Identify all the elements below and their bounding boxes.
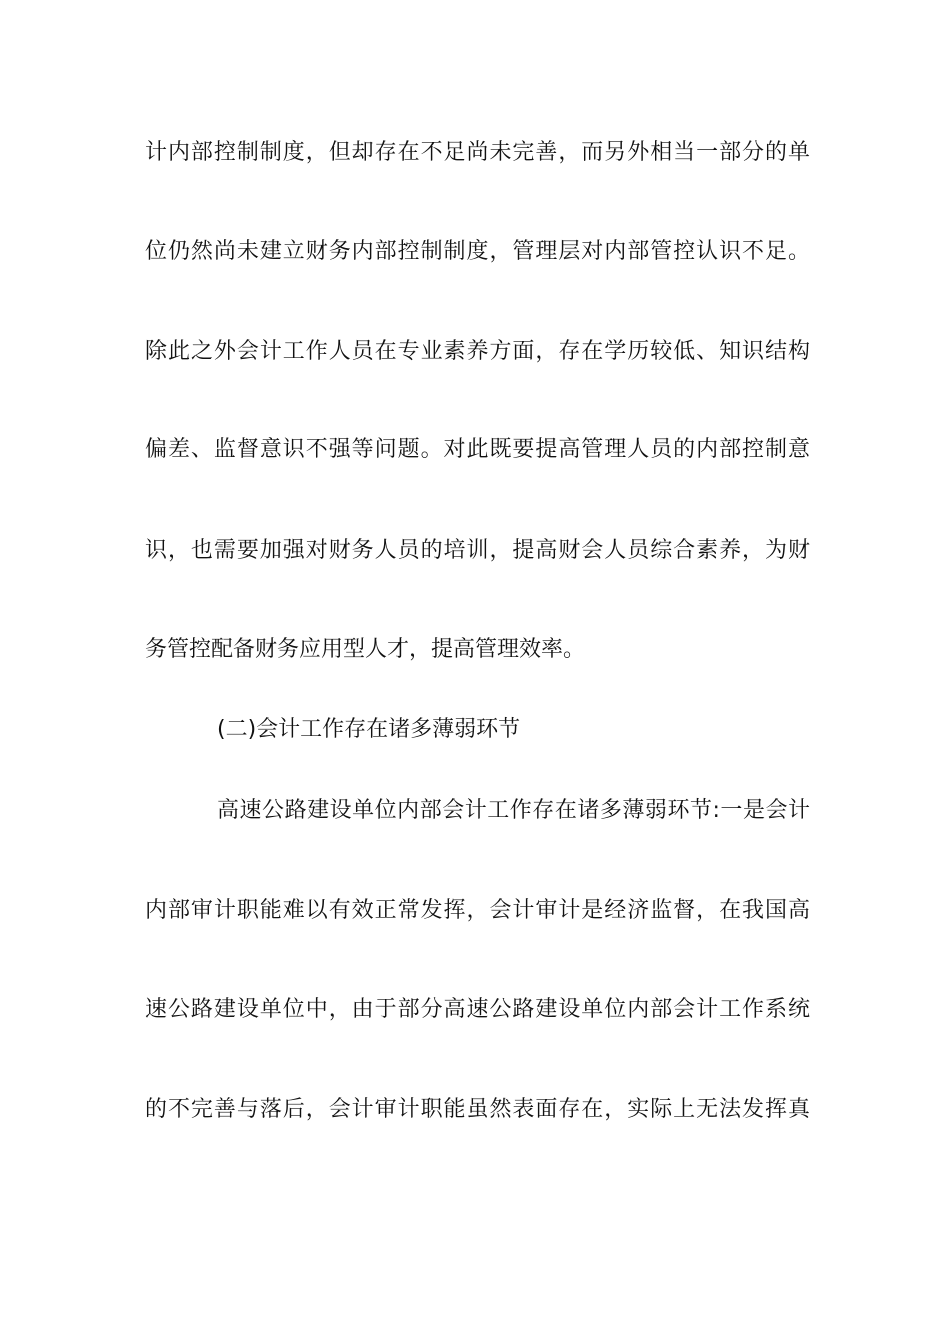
paragraph-line: 速公路建设单位中，由于部分高速公路建设单位内部会计工作系统 — [145, 997, 810, 1022]
paragraph-line: 除此之外会计工作人员在专业素养方面，存在学历较低、知识结构 — [145, 339, 810, 364]
paragraph-line: 位仍然尚未建立财务内部控制制度，管理层对内部管控认识不足。 — [145, 239, 810, 264]
paragraph-line: 内部审计职能难以有效正常发挥，会计审计是经济监督，在我国高 — [145, 898, 810, 923]
paragraph-line: 偏差、监督意识不强等问题。对此既要提高管理人员的内部控制意 — [145, 437, 810, 462]
paragraph-line: 的不完善与落后，会计审计职能虽然表面存在，实际上无法发挥真 — [145, 1097, 810, 1122]
paragraph-line: 务管控配备财务应用型人才，提高管理效率。 — [145, 637, 586, 662]
paragraph-line: 识，也需要加强对财务人员的培训，提高财会人员综合素养，为财 — [145, 538, 810, 563]
section-heading: (二)会计工作存在诸多薄弱环节 — [217, 717, 521, 742]
paragraph-line: 计内部控制制度，但却存在不足尚未完善，而另外相当一部分的单 — [145, 140, 810, 165]
paragraph-line: 高速公路建设单位内部会计工作存在诸多薄弱环节:一是会计 — [217, 798, 810, 823]
